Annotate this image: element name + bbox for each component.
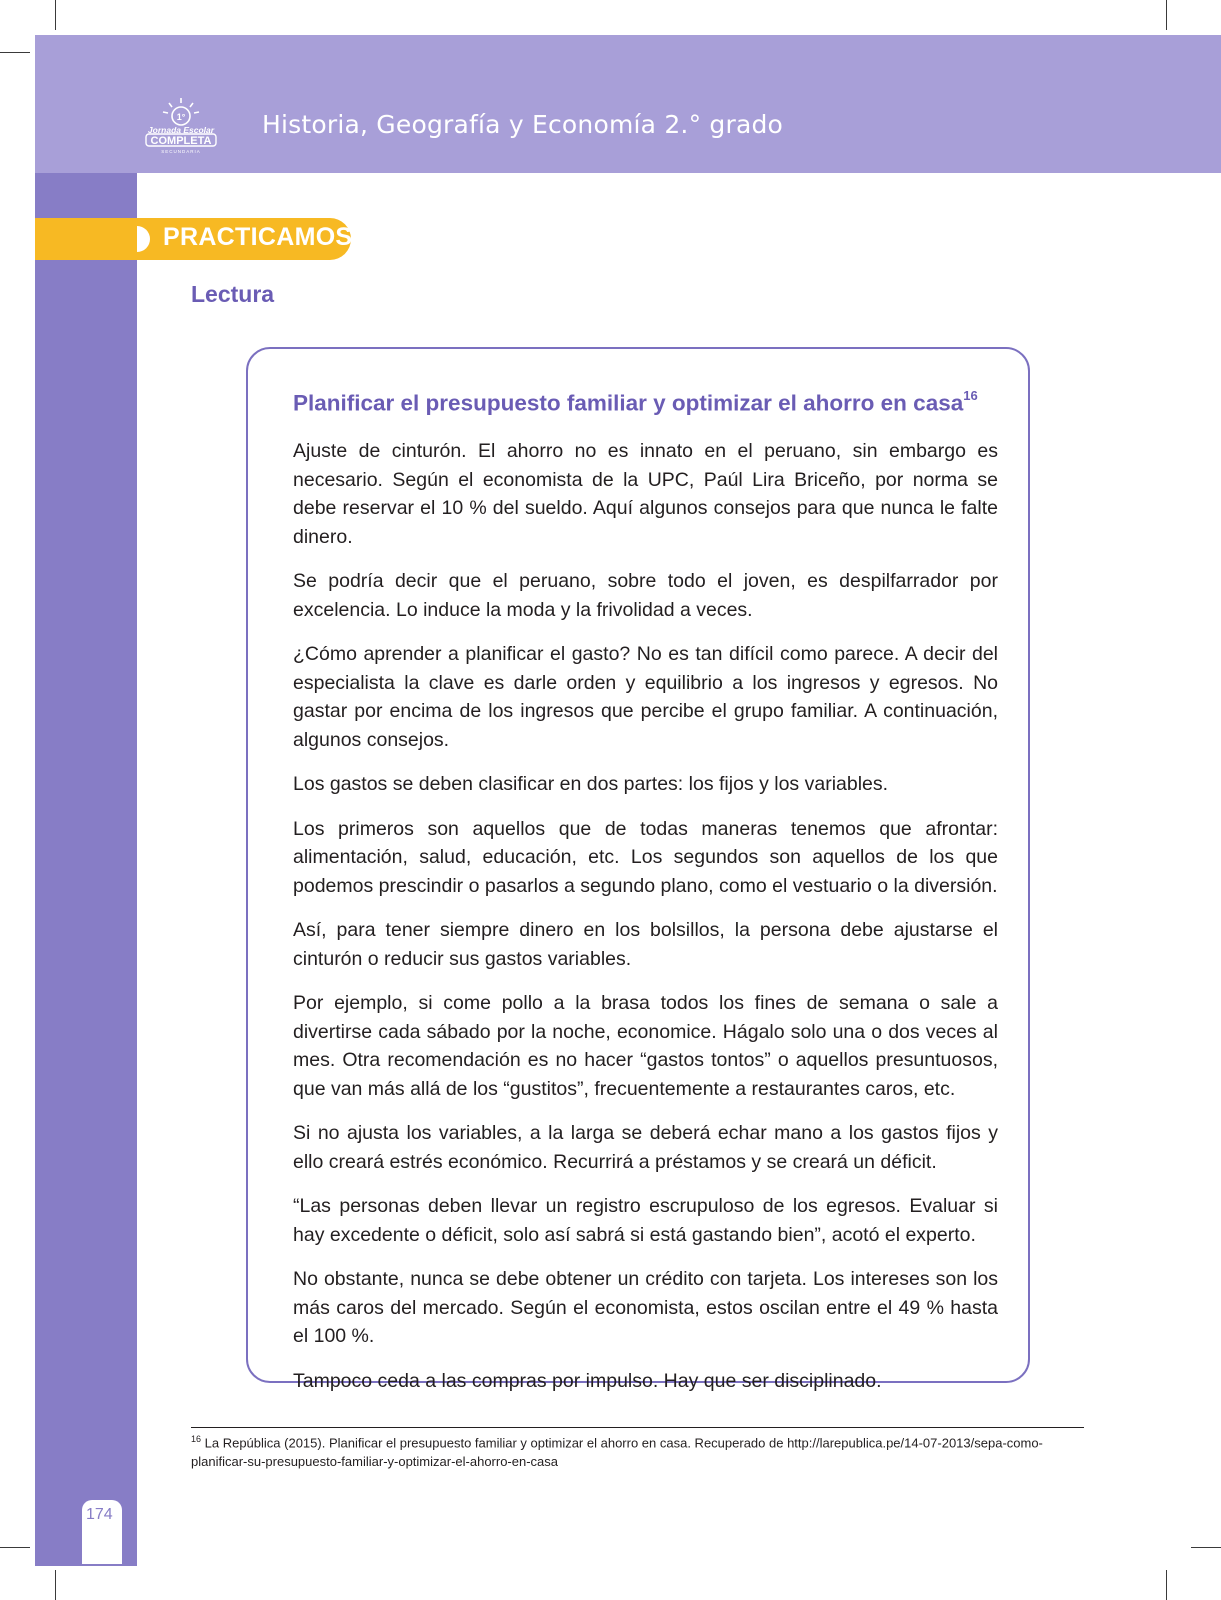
crop-mark [1191,1547,1221,1548]
logo-brand: COMPLETA [150,135,212,147]
page-number: 174 [86,1506,113,1523]
paragraph: Tampoco ceda a las compras por impulso. Hay que ser disciplinado. [293,1369,882,1392]
reading-title [293,390,978,417]
paragraph: Los primeros son aquellos que de todas maneras tenemos que afrontar: alimentación, salud, educación, etc. Los segundos son aquellos de los que podemos prescindir o pasarlos a segundo plano, como el vestuario o la diversión. [293,817,998,897]
footnote-divider [191,1427,1084,1428]
crop-mark [55,0,56,30]
crop-mark [1166,1570,1167,1600]
crop-mark [0,1547,30,1548]
paragraph: Por ejemplo, si come pollo a la brasa todos los fines de semana o sale a divertirse cada sábado por la noche, economice. Hágalo solo una o dos veces al mes. Otra recomendación es no hacer “gastos tontos” o aquellos presuntuosos, que van más allá de los “gustitos”, frecuentemente a restaurantes caros, etc. [293,992,998,1100]
logo-sub: SECUNDARIA [161,149,201,154]
footnote-number: 16 [191,1434,202,1444]
badge-notch [137,226,150,252]
footnote-reference: 16 [963,388,978,403]
paragraph: Los gastos se deben clasificar en dos partes: los fijos y los variables. [293,773,889,795]
reading-body [293,437,998,1411]
reading-title-text: Planificar el presupuesto familiar y optimizar el ahorro en casa [293,390,964,416]
practicamos-badge [35,218,351,260]
jornada-escolar-logo [140,96,222,156]
logo-number: 1° [176,112,186,122]
section-title: Lectura [191,281,275,307]
logo-text: Jornada Escolar [147,125,215,135]
header-title: Historia, Geografía y Economía 2.° grado [262,110,784,139]
footnote-text: La República (2015). Planificar el presupuesto familiar y optimizar el ahorro en casa. Recuperado de http://larepublica.pe/14-07-2013/sepa-como-planificar-su-presupuesto-familiar-y-optimizar-el-ahorro-en-casa [191,1435,1043,1470]
page-number-tab [82,1500,122,1564]
left-side-bar [35,173,137,1566]
paragraph: Así, para tener siempre dinero en los bolsillos, la persona debe ajustarse el cinturón o reducir sus gastos variables. [293,919,998,970]
paragraph: No obstante, nunca se debe obtener un crédito con tarjeta. Los intereses son los más caros del mercado. Según el economista, estos oscilan entre el 49 % hasta el 100 %. [293,1268,998,1347]
crop-mark [55,1570,56,1600]
crop-mark [1166,0,1167,30]
paragraph: ¿Cómo aprender a planificar el gasto? No es tan difícil como parece. A decir del especialista la clave es darle orden y equilibrio a los ingresos y egresos. No gastar por encima de los ingresos que percibe el grupo familiar. A continuación, algunos consejos. [293,643,998,751]
paragraph: Si no ajusta los variables, a la larga se deberá echar mano a los gastos fijos y ello creará estrés económico. Recurrirá a préstamos y se creará un déficit. [293,1122,998,1173]
paragraph: Ajuste de cinturón. El ahorro no es innato en el peruano, sin embargo es necesario. Según el economista de la UPC, Paúl Lira Briceño, por norma se debe reservar el 10 % del sueldo. Aquí algunos consejos para que nunca le falte dinero. [293,440,998,548]
badge-label: PRACTICAMOS [163,223,353,251]
footnote [191,1430,1084,1471]
paragraph: Se podría decir que el peruano, sobre todo el joven, es despilfarrador por excelencia. Lo induce la moda y la frivolidad a veces. [293,570,998,621]
paragraph: “Las personas deben llevar un registro escrupuloso de los egresos. Evaluar si hay excedente o déficit, solo así sabrá si está gastando bien”, acotó el experto. [293,1195,998,1246]
crop-mark [0,52,30,53]
